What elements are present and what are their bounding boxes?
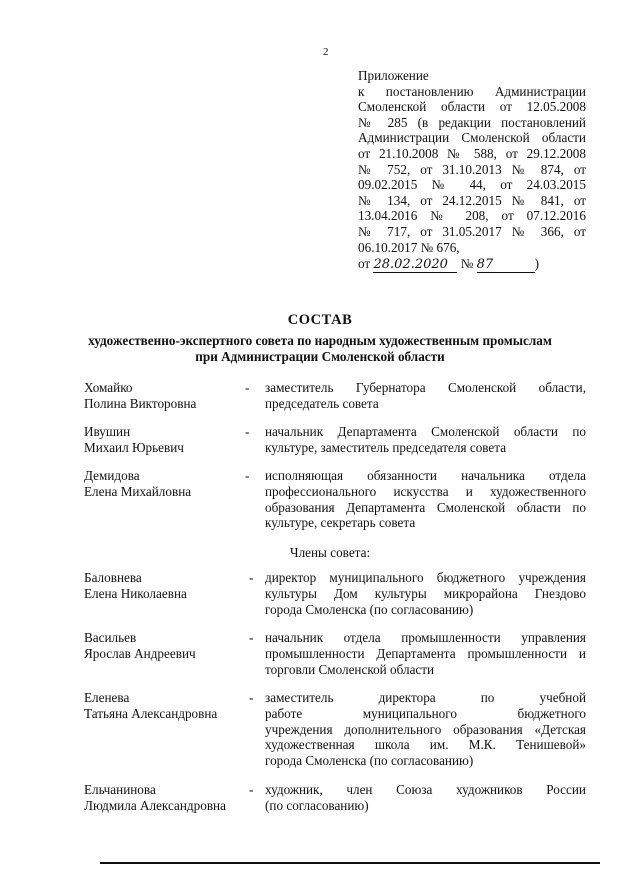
description-line: работе муниципального бюджетного [265, 705, 586, 721]
member-given-names: Ярослав Андреевич [84, 645, 196, 661]
appendix-line: № 134, от 24.12.2015 № 841, от [358, 192, 586, 208]
appendix-last-suffix: ) [534, 256, 540, 272]
member-name [84, 424, 254, 456]
member-given-names: Михаил Юрьевич [84, 439, 184, 455]
page-number: 2 [323, 46, 329, 58]
appendix-line: № 285 (в редакции постановлений [358, 114, 586, 130]
member-dash: - [249, 570, 254, 585]
member-dash: - [249, 630, 254, 645]
member-surname: Ивушин [84, 424, 131, 439]
member-description [265, 630, 586, 677]
member-surname: Баловнева [84, 570, 142, 585]
member-dash: - [245, 468, 250, 483]
appendix-line: № 752, от 31.10.2013 № 874, от [358, 161, 586, 177]
appendix-block [358, 68, 586, 273]
appendix-line: Администрации Смоленской области [358, 130, 586, 146]
member-name [84, 570, 254, 602]
member-given-names: Елена Михайловна [84, 483, 192, 499]
member-name [84, 468, 254, 500]
description-line: учреждения дополнительного образования «Детская [265, 721, 586, 737]
description-line: промышленности Департамента промышленности и [265, 645, 586, 661]
description-line: исполняющая обязанности начальника отдела [265, 468, 586, 483]
member-given-names: Людмила Александровна [84, 797, 226, 813]
description-line: художник, член Союза художников России [265, 782, 586, 797]
member-surname: Еленева [84, 690, 130, 705]
member-surname: Хомайко [84, 380, 133, 395]
appendix-line: к постановлению Администрации [358, 83, 586, 99]
members-heading: Члены совета: [290, 545, 371, 560]
handwritten-date: 28.02.2020 [373, 258, 457, 273]
description-line: профессионального искусства и художественного [265, 483, 586, 499]
member-description [265, 380, 586, 412]
appendix-line: от 21.10.2008 № 588, от 29.12.2008 [358, 145, 586, 161]
appendix-last-line [358, 256, 586, 273]
member-description [265, 424, 586, 456]
appendix-line: Приложение [358, 68, 429, 83]
member-description [265, 782, 586, 814]
member-dash: - [245, 380, 250, 395]
member-given-names: Елена Николаевна [84, 585, 187, 601]
document-title: СОСТАВ [287, 312, 353, 328]
member-surname: Васильев [84, 630, 137, 645]
member-description [265, 570, 586, 617]
description-line: образования Департамента Смоленской области по [265, 499, 586, 515]
description-line: города Смоленска (по согласованию) [265, 601, 474, 617]
appendix-line: 13.04.2016 № 208, от 07.12.2016 [358, 208, 586, 224]
description-line: художественная школа им. М.К. Тенишевой» [265, 737, 586, 753]
appendix-line: № 717, от 31.05.2017 № 366, от [358, 223, 586, 239]
description-line: начальник Департамента Смоленской области по [265, 424, 586, 439]
member-surname: Ельчанинова [84, 782, 156, 797]
handwritten-number: 87 [477, 258, 535, 273]
description-line: директор муниципального бюджетного учреждения [265, 570, 586, 585]
member-name [84, 782, 254, 814]
member-dash: - [245, 424, 250, 439]
footer-rule [100, 862, 600, 864]
document-subtitle-line-1: художественно-экспертного совета по народным художественным промыслам [88, 333, 552, 348]
member-given-names: Полина Викторовна [84, 395, 197, 411]
appendix-line: 06.10.2017 № 676, [358, 239, 460, 255]
description-line: культуре, заместитель председателя совета [265, 439, 507, 455]
description-line: начальник отдела промышленности управления [265, 630, 586, 645]
description-line: заместитель Губернатора Смоленской области, [265, 380, 586, 395]
description-line: культуре, секретарь совета [265, 515, 416, 531]
appendix-line: 09.02.2015 № 44, от 24.03.2015 [358, 177, 586, 193]
member-dash: - [249, 782, 254, 797]
member-description [265, 690, 586, 769]
member-name [84, 690, 254, 722]
member-name [84, 380, 254, 412]
description-line: города Смоленска (по согласованию) [265, 753, 474, 769]
member-description [265, 468, 586, 531]
appendix-number-sign: № [460, 256, 474, 272]
appendix-line: Смоленской области от 12.05.2008 [358, 99, 586, 115]
document-subtitle-line-2: при Администрации Смоленской области [195, 349, 445, 364]
member-dash: - [249, 690, 254, 705]
description-line: (по согласованию) [265, 797, 369, 813]
description-line: заместитель директора по учебной [265, 690, 586, 705]
member-name [84, 630, 254, 662]
member-given-names: Татьяна Александровна [84, 705, 218, 721]
member-surname: Демидова [84, 468, 140, 483]
description-line: председатель совета [265, 395, 379, 411]
description-line: культуры Дом культуры микрорайона Гнездово [265, 585, 586, 601]
appendix-last-prefix: от [358, 256, 371, 272]
description-line: торговли Смоленской области [265, 661, 435, 677]
